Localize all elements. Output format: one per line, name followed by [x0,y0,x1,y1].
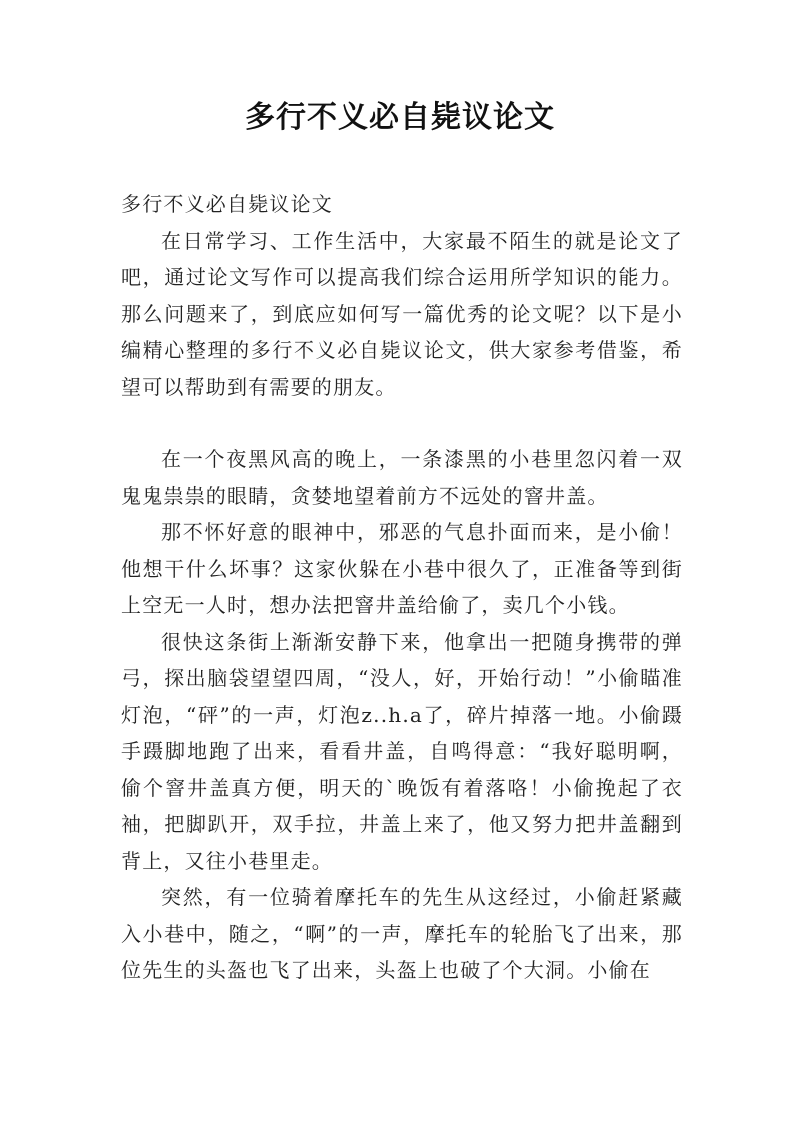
body-paragraph-4: 突然，有一位骑着摩托车的先生从这经过，小偷赶紧藏入小巷中，随之，“啊”的一声，摩托车的轮胎飞了出来，那位先生的头盔也飞了出来，头盔上也破了个大洞。小偷在 [121,885,683,982]
page-title: 多行不义必自毙议论文 [245,100,555,135]
body-paragraph-3: 很快这条街上渐渐安静下来，他拿出一把随身携带的弹弓，探出脑袋望望四周，“没人，好，开始行动！”小偷瞄准灯泡，“砰”的一声，灯泡z..h.a了，碎片掉落一地。小偷蹑手蹑脚地跑了出来，看看井盖，自鸣得意：“我好聪明啊，偷个窨井盖真方便，明天的`晚饭有着落咯！小偷挽起了衣袖，把脚趴开，双手拉，井盖上来了，他又努力把井盖翻到背上，又往小巷里走。 [121,629,683,873]
intro-paragraph: 在日常学习、工作生活中，大家最不陌生的就是论文了吧，通过论文写作可以提高我们综合运用所学知识的能力。那么问题来了，到底应如何写一篇优秀的论文呢？以下是小编精心整理的多行不义必自毙议论文，供大家参考借鉴，希望可以帮助到有需要的朋友。 [121,228,683,399]
document-subtitle: 多行不义必自毙议论文 [121,192,333,216]
body-paragraph-2: 那不怀好意的眼神中，邪恶的气息扑面而来，是小偷！他想干什么坏事？这家伙躲在小巷中很久了，正准备等到街上空无一人时，想办法把窨井盖给偷了，卖几个小钱。 [121,520,683,617]
paragraph-spacer [121,405,683,441]
body-paragraph-1: 在一个夜黑风高的晚上，一条漆黑的小巷里忽闪着一双鬼鬼祟祟的眼睛，贪婪地望着前方不远处的窨井盖。 [121,447,683,508]
document-body [121,186,683,989]
